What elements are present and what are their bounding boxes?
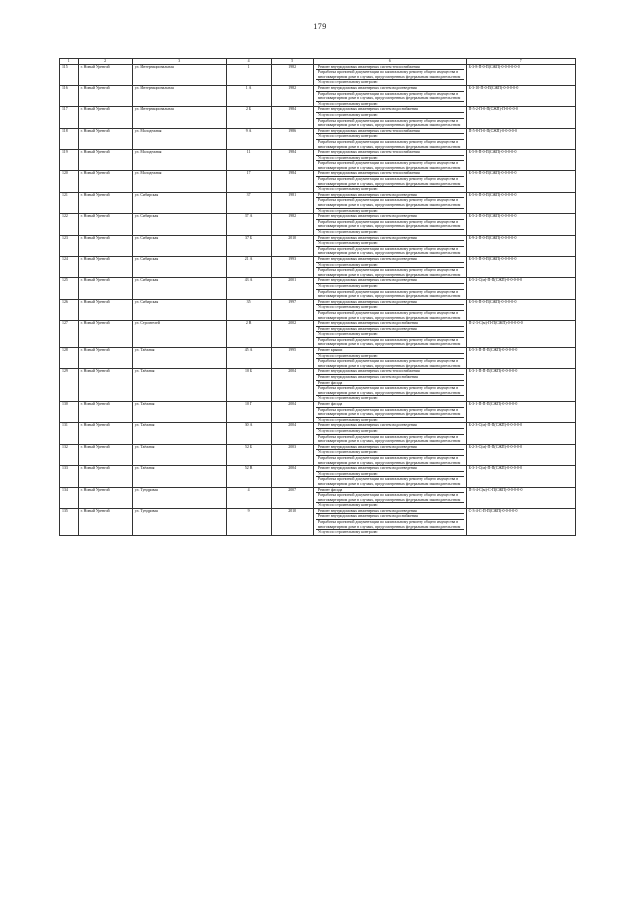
work-item: Услуги по строительному контролю: [317, 187, 378, 192]
year-cell: 1981: [271, 192, 313, 213]
header-cell: 5: [271, 59, 313, 65]
work-item: Ремонт внутридомовых инженерных систем теплоснабжения: [316, 150, 464, 156]
work-item: Услуги по строительному контролю: [316, 134, 464, 140]
work-item: Ремонт внутридомовых инженерных систем теплоснабжения: [316, 171, 464, 177]
city-cell: г. Новый Уренгой: [78, 107, 132, 128]
code-cell: Б-5-8-П-0-П(СЖП)-0-0-0-0-0: [466, 150, 575, 171]
work-item: Услуги по строительному контролю: [317, 230, 378, 234]
work-item: Разработка проектной документации по капитальному ремонту общего имущества в многоквартирном доме в случаях, предусмотренных федеральным законодательством: [317, 118, 461, 128]
city-cell: г. Новый Уренгой: [78, 171, 132, 192]
work-item: Разработка проектной документации по капитальному ремонту общего имущества в многоквартирном доме в случаях, предусмотренных федеральным законодательством: [316, 386, 464, 396]
street-cell: ул. Тундровая: [132, 508, 226, 535]
work-item: Услуги по строительному контролю: [316, 305, 464, 311]
city-cell: г. Новый Уренгой: [78, 299, 132, 320]
street-cell: ул. Таёжная: [132, 402, 226, 423]
house-cell: 11: [226, 150, 271, 171]
house-cell: 37 А: [226, 214, 271, 235]
code-cell: Б-9-2-П-0-П(СЖП)-0-0-0-0-0: [466, 235, 575, 256]
header-cell: 3: [132, 59, 226, 65]
year-cell: 2010: [271, 235, 313, 256]
house-cell: 10 Г: [226, 402, 271, 423]
works-cell: [313, 299, 466, 320]
street-cell: ул. Таёжная: [132, 444, 226, 465]
header-cell: 7: [466, 59, 575, 65]
row-number-cell: 135: [60, 508, 79, 535]
street-cell: ул. Таёжная: [132, 423, 226, 444]
work-item: Ремонт внутридомовых инженерных систем водоснабжения: [316, 375, 464, 381]
city-cell: г. Новый Уренгой: [78, 235, 132, 256]
city-cell: г. Новый Уренгой: [78, 402, 132, 423]
work-item: Ремонт внутридомовых инженерных систем водоотведения: [316, 278, 464, 284]
work-item: Услуги по строительному контролю: [316, 241, 464, 247]
year-cell: 2004: [271, 402, 313, 423]
code-cell: П-5-2-П-0-П(СЖП)-П-0-0-0-0: [466, 107, 575, 128]
work-item: Услуги по строительному контролю: [316, 263, 464, 269]
city-cell: г. Новый Уренгой: [78, 487, 132, 508]
work-item: Ремонт внутридомовых инженерных систем водоотведения: [316, 214, 464, 220]
work-item: Ремонт фасада: [316, 402, 464, 408]
works-cell: [313, 423, 466, 444]
work-item: Ремонт фасада: [316, 381, 464, 387]
table-row: [60, 150, 576, 171]
work-item: Разработка проектной документации по капитальному ремонту общего имущества в многоквартирном доме в случаях, предусмотренных федеральным законодательством: [317, 161, 461, 170]
row-number-cell: 124: [60, 256, 79, 277]
year-cell: 2010: [271, 508, 313, 535]
street-cell: ул. Молодежная: [132, 171, 226, 192]
work-item: Ремонт внутридомовых инженерных систем водоотведения: [316, 86, 464, 92]
house-cell: 35: [226, 299, 271, 320]
code-cell: Б-5-2-П-0-П(СЖП)-0-0-0-0-0: [466, 214, 575, 235]
year-cell: 1984: [271, 171, 313, 192]
code-cell: Б-2-3-С(м)-П-П(СЖП)-0-0-0-0-0: [466, 444, 575, 465]
table-row: [60, 235, 576, 256]
works-cell: [313, 214, 466, 235]
city-cell: г. Новый Уренгой: [78, 256, 132, 277]
street-cell: ул. Интернациональная: [132, 64, 226, 85]
house-cell: 4: [226, 487, 271, 508]
work-item: Ремонт внутридомовых инженерных систем теплоснабжения: [316, 129, 464, 135]
house-cell: 9 А: [226, 128, 271, 149]
street-cell: ул. Таёжная: [132, 369, 226, 402]
year-cell: 2004: [271, 466, 313, 487]
code-cell: Б-3-10-П-0-П(СЖП)-0-0-0-0-0: [466, 85, 575, 106]
year-cell: 2002: [271, 321, 313, 348]
work-item: Разработка проектной документации по капитальному ремонту общего имущества в многоквартирном доме в случаях, предусмотренных федеральным законодательством: [317, 477, 461, 486]
city-cell: г. Новый Уренгой: [78, 508, 132, 535]
table-row: [60, 369, 576, 402]
works-cell: [313, 171, 466, 192]
works-cell: [313, 444, 466, 465]
table-row: [60, 348, 576, 369]
work-item: Разработка проектной документации по капитальному ремонту общего имущества в многоквартирном доме в случаях, предусмотренных федеральным законодательством: [316, 70, 464, 80]
works-cell: [313, 348, 466, 369]
works-cell: [313, 487, 466, 508]
work-item: Разработка проектной документации по капитальному ремонту общего имущества в многоквартирном доме в случаях, предусмотренных федеральным законодательством: [316, 198, 464, 208]
table-row: [60, 107, 576, 128]
work-item: Ремонт внутридомовых инженерных систем водоотведения: [316, 466, 464, 472]
work-item: Разработка проектной документации по капитальному ремонту общего имущества в многоквартирном доме в случаях, предусмотренных федеральным законодательством: [317, 337, 461, 347]
row-number-cell: 133: [60, 466, 79, 487]
works-cell: [313, 85, 466, 106]
table-row: [60, 171, 576, 192]
code-cell: Б-3-1-С(м)-П-П(СЖП)-0-0-0-0-0: [466, 466, 575, 487]
work-item: Ремонт внутридомовых инженерных систем водоотведения: [316, 300, 464, 306]
year-cell: 1982: [271, 214, 313, 235]
works-cell: [313, 278, 466, 299]
work-item: Ремонт крыши: [316, 348, 464, 354]
row-number-cell: 118: [60, 128, 79, 149]
row-number-cell: 131: [60, 423, 79, 444]
city-cell: г. Новый Уренгой: [78, 85, 132, 106]
city-cell: г. Новый Уренгой: [78, 321, 132, 348]
work-item: Услуги по строительному контролю: [317, 503, 378, 508]
table-row: [60, 192, 576, 213]
year-cell: 1986: [271, 128, 313, 149]
row-number-cell: 129: [60, 369, 79, 402]
row-number-cell: 126: [60, 299, 79, 320]
works-cell: [313, 256, 466, 277]
house-cell: 52 Б: [226, 444, 271, 465]
work-item: Ремонт внутридомовых инженерных систем водоснабжения: [316, 107, 464, 113]
works-cell: [313, 466, 466, 487]
row-number-cell: 119: [60, 150, 79, 171]
code-cell: С-3-4-С-П-П(СЖП)-0-0-0-0-0: [466, 508, 575, 535]
work-item: Разработка проектной документации по капитальному ремонту общего имущества в многоквартирном доме в случаях, предусмотренных федеральным законодательством: [316, 520, 464, 530]
work-item: Услуги по строительному контролю: [316, 429, 464, 435]
street-cell: ул. Сибирская: [132, 299, 226, 320]
work-item: Разработка проектной документации по капитальному ремонту общего имущества в многоквартирном доме в случаях, предусмотренных федеральным законодательством: [316, 92, 464, 102]
row-number-cell: 125: [60, 278, 79, 299]
header-cell: 6: [313, 59, 466, 65]
table-row: [60, 214, 576, 235]
work-item: Ремонт внутридомовых инженерных систем теплоснабжения: [316, 65, 464, 71]
work-item: Услуги по строительному контролю: [317, 101, 378, 106]
street-cell: ул. Сибирская: [132, 278, 226, 299]
street-cell: ул. Таёжная: [132, 466, 226, 487]
code-cell: Б-5-2-С(м)-П-П(СЖП)-0-0-0-0-0: [466, 278, 575, 299]
header-cell: 4: [226, 59, 271, 65]
house-cell: 37 Б: [226, 235, 271, 256]
city-cell: г. Новый Уренгой: [78, 466, 132, 487]
year-cell: 2003: [271, 444, 313, 465]
street-cell: ул. Интернациональная: [132, 107, 226, 128]
table-row: [60, 64, 576, 85]
works-cell: [313, 235, 466, 256]
table-row: [60, 508, 576, 535]
street-cell: ул. Сибирская: [132, 235, 226, 256]
work-item: Разработка проектной документации по капитальному ремонту общего имущества в многоквартирном доме в случаях, предусмотренных федеральным законодательством: [316, 493, 464, 503]
work-item: Разработка проектной документации по капитальному ремонту общего имущества в многоквартирном доме в случаях, предусмотренных федеральным законодательством: [317, 359, 461, 368]
work-item: Разработка проектной документации по капитальному ремонту общего имущества в многоквартирном доме в случаях, предусмотренных федеральным законодательством: [317, 246, 461, 256]
work-item: Разработка проектной документации по капитальному ремонту общего имущества в многоквартирном доме в случаях, предусмотренных федеральным законодательством: [317, 268, 461, 277]
work-item: Ремонт внутридомовых инженерных систем водоотведения: [316, 445, 464, 451]
row-number-cell: 116: [60, 85, 79, 106]
year-cell: 2007: [271, 487, 313, 508]
year-cell: 2001: [271, 278, 313, 299]
year-cell: 2004: [271, 369, 313, 402]
city-cell: г. Новый Уренгой: [78, 348, 132, 369]
row-number-cell: 120: [60, 171, 79, 192]
code-cell: Б-5-6-П-0-П(СЖП)-0-0-0-0-0: [466, 171, 575, 192]
city-cell: г. Новый Уренгой: [78, 150, 132, 171]
row-number-cell: 127: [60, 321, 79, 348]
work-item: Разработка проектной документации по капитальному ремонту общего имущества в многоквартирном доме в случаях, предусмотренных федеральным законодательством: [316, 220, 464, 230]
street-cell: ул. Интернациональная: [132, 85, 226, 106]
street-cell: ул. Сибирская: [132, 214, 226, 235]
street-cell: ул. Сибирская: [132, 192, 226, 213]
work-item: Разработка проектной документации по капитальному ремонту общего имущества в многоквартирном доме в случаях, предусмотренных федеральным законодательством: [317, 434, 461, 444]
code-cell: П-3-4-С(м)-С-П(СЖП)-0-0-0-0-0: [466, 487, 575, 508]
year-cell: 1997: [271, 299, 313, 320]
works-cell: [313, 369, 466, 402]
works-cell: [313, 107, 466, 128]
city-cell: г. Новый Уренгой: [78, 444, 132, 465]
street-cell: ул. Тундровая: [132, 487, 226, 508]
house-cell: 1: [226, 64, 271, 85]
work-item: Ремонт внутридомовых инженерных систем водоотведения: [316, 257, 464, 263]
house-cell: 37: [226, 192, 271, 213]
code-cell: Б-3-1-П-П-П(СЖП)-0-0-0-0-0: [466, 402, 575, 423]
code-cell: Б-5-6-П-0-П(СЖП)-0-0-0-0-0: [466, 192, 575, 213]
row-number-cell: 123: [60, 235, 79, 256]
table-row: [60, 128, 576, 149]
work-item: Ремонт внутридомовых инженерных систем водоотведения: [316, 327, 464, 333]
work-item: Разработка проектной документации по капитальному ремонту общего имущества в многоквартирном доме в случаях, предусмотренных федеральным законодательством: [317, 310, 461, 320]
street-cell: ул. Сибирская: [132, 256, 226, 277]
works-cell: [313, 508, 466, 535]
table-row: [60, 321, 576, 348]
work-item: Услуги по строительному контролю: [316, 113, 464, 119]
work-item: Услуги по строительному контролю: [317, 208, 378, 213]
street-cell: ул. Молодежная: [132, 150, 226, 171]
row-number-cell: 132: [60, 444, 79, 465]
year-cell: 1982: [271, 85, 313, 106]
table-row: [60, 85, 576, 106]
street-cell: ул. Молодежная: [132, 128, 226, 149]
code-cell: Б-5-3-П-П-П(СЖП)-0-0-0-0-0: [466, 348, 575, 369]
house-cell: 17: [226, 171, 271, 192]
work-item: Ремонт внутридомовых инженерных систем теплоснабжения: [316, 369, 464, 375]
row-number-cell: 117: [60, 107, 79, 128]
street-cell: ул. Строителей: [132, 321, 226, 348]
code-cell: Б-5-6-П-0-П(СЖП)-0-0-0-0-0: [466, 299, 575, 320]
table-row: [60, 423, 576, 444]
house-cell: 21 А: [226, 256, 271, 277]
city-cell: г. Новый Уренгой: [78, 278, 132, 299]
row-number-cell: 134: [60, 487, 79, 508]
row-number-cell: 121: [60, 192, 79, 213]
table-row: [60, 256, 576, 277]
house-cell: 9: [226, 508, 271, 535]
code-cell: Б-3-8-П-0-П(СЖП)-0-0-0-0-0-0: [466, 64, 575, 85]
code-cell: П-5-8-П-0-П(СЖП)-0-0-0-0-0: [466, 128, 575, 149]
city-cell: г. Новый Уренгой: [78, 192, 132, 213]
year-cell: 1995: [271, 348, 313, 369]
table-row: [60, 487, 576, 508]
work-item: Разработка проектной документации по капитальному ремонту общего имущества в многоквартирном доме в случаях, предусмотренных федеральным законодательством: [317, 289, 461, 299]
table-row: [60, 278, 576, 299]
code-cell: Б-5-5-П-0-П(СЖП)-0-0-0-0-0: [466, 256, 575, 277]
works-cell: [313, 402, 466, 423]
work-item: Услуги по строительному контролю: [317, 417, 378, 422]
house-cell: 43 А: [226, 278, 271, 299]
work-item: Разработка проектной документации по капитальному ремонту общего имущества в многоквартирном доме в случаях, предусмотренных федеральным законодательством: [316, 177, 464, 187]
work-item: Ремонт внутридомовых инженерных систем водоотведения: [316, 193, 464, 199]
house-cell: 45 А: [226, 348, 271, 369]
year-cell: 1993: [271, 256, 313, 277]
work-item: Разработка проектной документации по капитальному ремонту общего имущества в многоквартирном доме в случаях, предусмотренных федеральным законодательством: [317, 139, 461, 149]
city-cell: г. Новый Уренгой: [78, 128, 132, 149]
work-item: Ремонт внутридомовых инженерных систем водоотведения: [316, 509, 464, 515]
work-item: Ремонт внутридомовых инженерных систем водоснабжения: [316, 321, 464, 327]
work-item: Услуги по строительному контролю: [317, 80, 378, 85]
row-number-cell: 128: [60, 348, 79, 369]
code-cell: Б-2-3-С(м)-П-П(СЖП)-0-0-0-0-0: [466, 423, 575, 444]
year-cell: 1984: [271, 107, 313, 128]
work-item: Услуги по строительному контролю: [316, 472, 464, 478]
year-cell: 1982: [271, 64, 313, 85]
work-item: Услуги по строительному контролю: [316, 354, 464, 360]
work-item: Ремонт внутридомовых инженерных систем водоотведения: [316, 236, 464, 242]
table-row: [60, 299, 576, 320]
code-cell: Б-3-1-П-П-П(СЖП)-0-0-0-0-0: [466, 369, 575, 402]
house-cell: 52 В: [226, 466, 271, 487]
work-item: Ремонт фасада: [316, 488, 464, 494]
work-item: Услуги по строительному контролю: [316, 284, 464, 290]
year-cell: 2004: [271, 423, 313, 444]
works-cell: [313, 321, 466, 348]
work-item: Ремонт внутридомовых инженерных систем водоснабжения: [316, 514, 464, 520]
row-number-cell: 115: [60, 64, 79, 85]
house-cell: 1 А: [226, 85, 271, 106]
work-item: Услуги по строительному контролю: [317, 530, 378, 535]
code-cell: П-2-3-С(м)-П-П(СЖП)-0-0-0-0-0: [466, 321, 575, 348]
header-cell: 1: [60, 59, 79, 65]
house-cell: 2 В: [226, 321, 271, 348]
house-cell: 30 А: [226, 423, 271, 444]
work-item: Услуги по строительному контролю: [316, 450, 464, 456]
house-cell: 2 Б: [226, 107, 271, 128]
city-cell: г. Новый Уренгой: [78, 214, 132, 235]
city-cell: г. Новый Уренгой: [78, 369, 132, 402]
header-cell: 2: [78, 59, 132, 65]
row-number-cell: 130: [60, 402, 79, 423]
table-row: [60, 402, 576, 423]
works-cell: [313, 128, 466, 149]
works-cell: [313, 192, 466, 213]
house-cell: 10 Б: [226, 369, 271, 402]
work-item: Услуги по строительному контролю: [317, 396, 378, 401]
works-cell: [313, 64, 466, 85]
work-item: Ремонт внутридомовых инженерных систем водоотведения: [316, 423, 464, 429]
work-item: Услуги по строительному контролю: [316, 156, 464, 162]
city-cell: г. Новый Уренгой: [78, 423, 132, 444]
work-item: Услуги по строительному контролю: [316, 332, 464, 338]
street-cell: ул. Таёжная: [132, 348, 226, 369]
row-number-cell: 122: [60, 214, 79, 235]
page-number: 179: [313, 22, 327, 31]
work-item: Разработка проектной документации по капитальному ремонту общего имущества в многоквартирном доме в случаях, предусмотренных федеральным законодательством: [317, 455, 461, 465]
work-item: Разработка проектной документации по капитальному ремонту общего имущества в многоквартирном доме в случаях, предусмотренных федеральным законодательством: [316, 408, 464, 418]
table-row: [60, 466, 576, 487]
city-cell: г. Новый Уренгой: [78, 64, 132, 85]
year-cell: 1984: [271, 150, 313, 171]
works-cell: [313, 150, 466, 171]
table-row: [60, 444, 576, 465]
register-table: [59, 58, 576, 536]
